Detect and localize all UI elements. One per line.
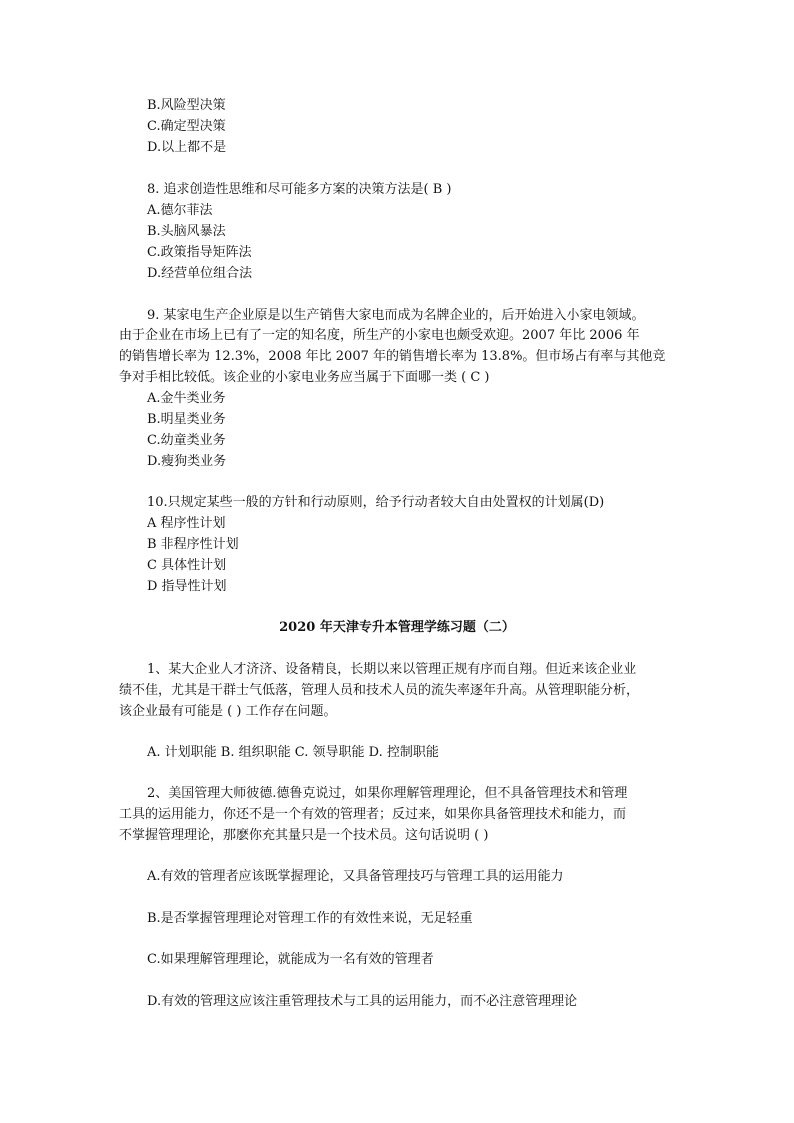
q8-option-c: C.政策指导矩阵法 — [147, 245, 252, 260]
s2-q2-stem-line-1: 2、美国管理大师彼德.德鲁克说过，如果你理解管理理论，但不具备管理技术和管理 — [147, 786, 628, 801]
q9-option-a: A.金牛类业务 — [147, 391, 226, 406]
q9-option-d: D.瘦狗类业务 — [147, 454, 227, 469]
q9-option-b: B.明星类业务 — [147, 412, 226, 427]
q10-option-c: C 具体性计划 — [147, 558, 227, 573]
q10-option-d: D 指导性计划 — [147, 579, 227, 594]
q7-option-b: B.风险型决策 — [147, 98, 226, 113]
s2-q2-option-b: B.是否掌握管理理论对管理工作的有效性来说，无足轻重 — [147, 911, 473, 926]
q10-stem: 10.只规定某些一般的方针和行动原则，给予行动者较大自由处置权的计划属(D) — [147, 495, 605, 510]
q7-option-d: D.以上都不是 — [147, 140, 227, 155]
q8-option-d: D.经营单位组合法 — [147, 266, 253, 281]
section-title: 2020 年天津专升本管理学练习题（二） — [279, 620, 515, 635]
s2-q2-stem-line-2: 工具的运用能力，你还不是一个有效的管理者；反过来，如果你具备管理技术和能力，而 — [119, 807, 627, 822]
s2-q2-option-d: D.有效的管理这应该注重管理技术与工具的运用能力，而不必注意管理理论 — [147, 994, 578, 1009]
q10-option-a: A 程序性计划 — [147, 516, 226, 531]
q9-stem-line-2: 由于企业在市场上已有了一定的知名度，所生产的小家电也颇受欢迎。2007 年比 2006 年 — [119, 328, 640, 343]
s2-q1-stem-line-2: 绩不佳，尤其是干群士气低落，管理人员和技术人员的流失率逐年升高。从管理职能分析， — [119, 683, 640, 698]
q8-option-b: B.头脑风暴法 — [147, 224, 226, 239]
s2-q2-option-a: A.有效的管理者应该既掌握理论，又具备管理技巧与管理工具的运用能力 — [147, 869, 564, 884]
q9-stem-line-4: 争对手相比较低。该企业的小家电业务应当属于下面哪一类 ( C ) — [119, 370, 490, 385]
s2-q2-option-c: C.如果理解管理理论，就能成为一名有效的管理者 — [147, 952, 434, 967]
q8-stem: 8. 追求创造性思维和尽可能多方案的决策方法是( B ) — [147, 182, 452, 197]
q7-option-c: C.确定型决策 — [147, 119, 226, 134]
q9-stem-line-3: 的销售增长率为 12.3%，2008 年比 2007 年的销售增长率为 13.8%。但市场占有率与其他竞 — [119, 349, 666, 364]
s2-q1-stem-line-3: 该企业最有可能是 ( ) 工作存在问题。 — [119, 704, 337, 719]
q8-option-a: A.德尔菲法 — [147, 203, 213, 218]
s2-q2-stem-line-3: 不掌握管理理论，那麽你充其量只是一个技术员。这句话说明 ( ) — [119, 828, 489, 843]
q9-stem-line-1: 9. 某家电生产企业原是以生产销售大家电而成为名牌企业的，后开始进入小家电领域。 — [147, 308, 645, 323]
s2-q1-stem-line-1: 1、某大企业人才济济、设备精良，长期以来以管理正规有序而自翔。但近来该企业业 — [147, 662, 637, 677]
q10-option-b: B 非程序性计划 — [147, 537, 239, 552]
q9-option-c: C.幼童类业务 — [147, 433, 226, 448]
s2-q1-options: A. 计划职能 B. 组织职能 C. 领导职能 D. 控制职能 — [147, 745, 439, 760]
